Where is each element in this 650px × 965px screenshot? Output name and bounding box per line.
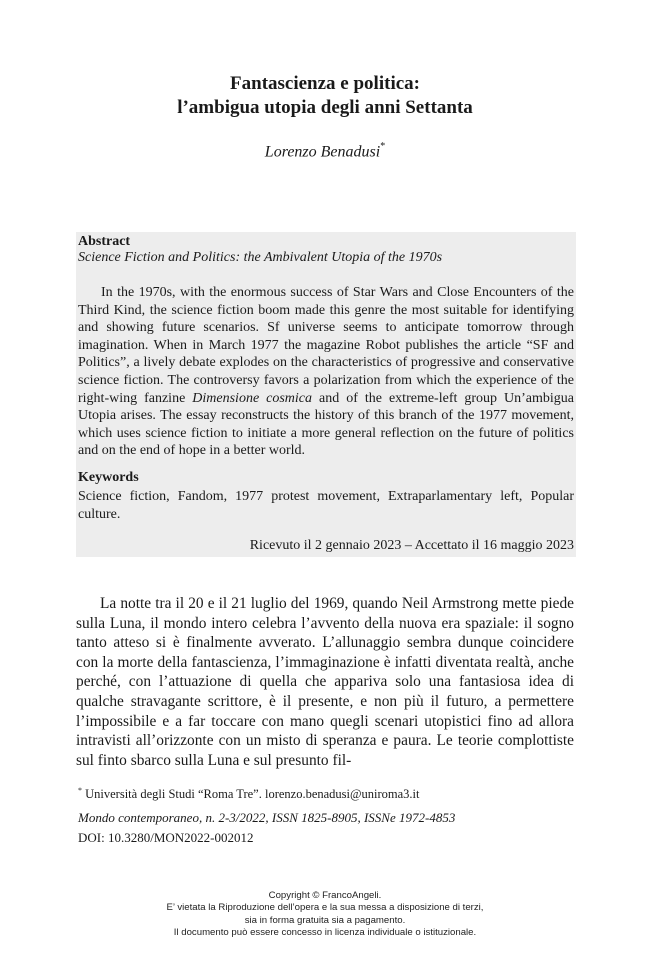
author-name: Lorenzo Benadusi — [264, 143, 381, 161]
keywords-text: Science fiction, Fandom, 1977 protest movement, Extraparlamentary left, Popular culture. — [78, 489, 574, 522]
abstract-text-part2: and of the extreme-left group Un’ambigua Utopia arises. The essay reconstructs the history of this branch of the 1977 movement, which uses science fiction to initiate a more general reflection on the future of politics and on the end of hope in a better world. — [78, 390, 574, 459]
copyright-line4: Il documento può essere concesso in licenza individuale o istituzionale. — [173, 927, 477, 939]
author-footnote — [78, 783, 420, 802]
article-title-line1: Fantascienza e politica: — [230, 73, 420, 94]
copyright-line2: E’ vietata la Riproduzione dell’opera e la sua messa a disposizione di terzi, — [166, 902, 484, 914]
keywords-heading: Keywords — [78, 470, 139, 485]
copyright-line3: sia in forma gratuita sia a pagamento. — [244, 914, 406, 926]
body-paragraph: La notte tra il 20 e il 21 luglio del 1969, quando Neil Armstrong mette piede sulla Luna, il mondo intero celebra l’avvento della nuova era spaziale: il sogno tanto atteso si è finalmente avverato. L’allunaggio sembra dunque coincidere con la morte della fantascienza, l’immaginazione è infatti diventata realtà, anche perché, con l’attuazione di quella che appariva solo una fantasiosa idea di qualche stravagante scrittore, è il presente, e non più il futuro, a permettere l’impossibile e a far toccare con mano quegli scenari utopistici fino ad allora intravisti all’orizzonte con un misto di speranza e paura. Le teorie complottiste sul finto sbarco sulla Luna e sul presunto fil- — [76, 595, 574, 769]
abstract-text-part1: In the 1970s, with the enormous success of Star Wars and Close Encounters of the Third Kind, the science fiction boom made this genre the most suitable for identifying and showing future scenarios. Sf universe seems to anticipate tomorrow through imagination. When in March 1977 the magazine Robot publishes the article “SF and Politics”, a lively debate explodes on the characteristics of progressive and conservative science fiction. The controversy favors a polarization from which the experience of the right-wing fanzine — [78, 285, 574, 406]
abstract-paragraph — [78, 284, 574, 460]
journal-citation: Mondo contemporaneo, n. 2-3/2022, ISSN 1825-8905, ISSNe 1972-4853 — [78, 810, 456, 825]
abstract-italic-term: Dimensione cosmica — [192, 390, 313, 406]
author-footnote-mark: * — [380, 141, 386, 152]
article-title-line2: l’ambigua utopia degli anni Settanta — [177, 97, 473, 118]
body-text — [76, 594, 574, 770]
abstract-subtitle: Science Fiction and Politics: the Ambivalent Utopia of the 1970s — [78, 250, 443, 265]
author-line — [0, 138, 650, 162]
copyright-notice — [0, 890, 650, 940]
copyright-line1: Copyright © FrancoAngeli. — [268, 890, 382, 901]
abstract-heading: Abstract — [78, 234, 131, 249]
footnote-text: Università degli Studi “Roma Tre”. lorenzo.benadusi@uniroma3.it — [82, 787, 420, 802]
abstract-body — [78, 284, 574, 460]
doi-line: DOI: 10.3280/MON2022-002012 — [78, 830, 254, 845]
article-title — [0, 72, 650, 120]
footnote-mark: * — [78, 786, 82, 795]
received-accepted-dates: Ricevuto il 2 gennaio 2023 – Accettato il 16 maggio 2023 — [249, 538, 574, 553]
